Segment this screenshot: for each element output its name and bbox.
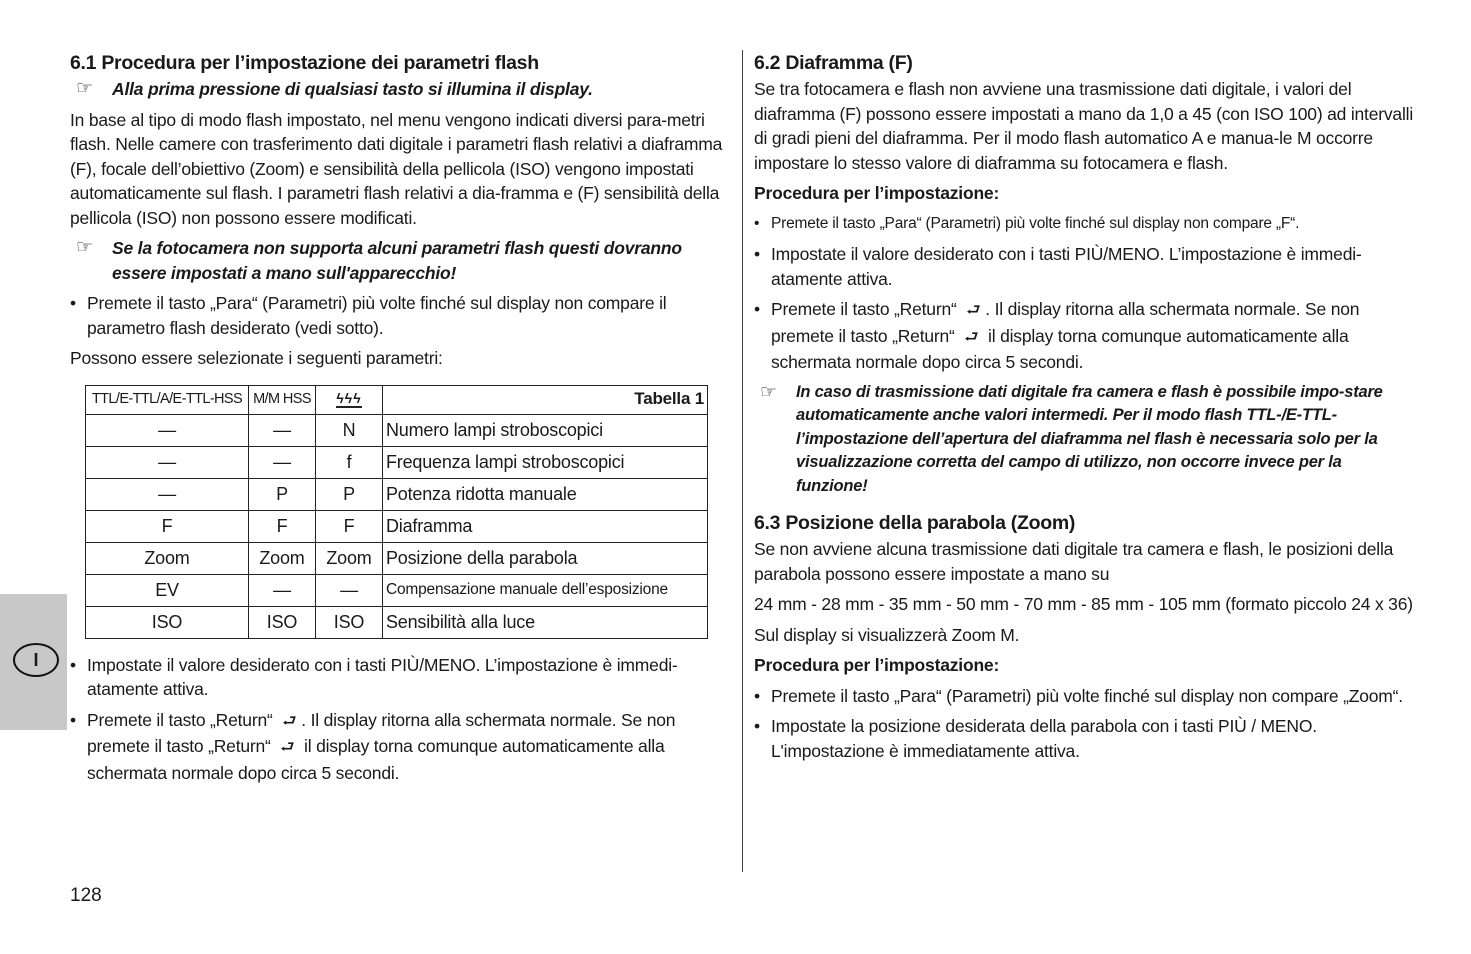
pointing-hand-icon: ☞ [76,78,93,99]
table-cell: f [316,446,383,478]
list-item [70,708,726,786]
right-column [754,50,1417,763]
return-key-icon: ⮐ [280,739,295,756]
table-cell: Zoom [249,542,316,574]
bullet-icon: • [70,293,76,313]
bullet-icon: • [70,654,76,675]
section-heading-6-1: 6.1 Procedura per l’impostazione dei parametri flash [70,52,539,74]
table-row [86,606,708,638]
list-item-text: Impostate la posizione desiderata della parabola con i tasti PIÙ / MENO. L'impostazione è immediatamente attiva. [771,716,1317,761]
table-row [86,414,708,446]
table-header-row [86,385,708,414]
table-row [86,478,708,510]
list-item-text: . Il display ritorna alla schermata normale. Se non premete il tasto „Return“ [771,299,1360,346]
bullet-icon: • [754,716,760,736]
table-cell: — [249,574,316,606]
pointing-hand-icon: ☞ [76,237,93,258]
return-key-icon: ⮐ [282,712,297,730]
parameters-table [85,385,708,639]
table-cell: P [249,478,316,510]
section-heading-6-3: 6.3 Posizione della parabola (Zoom) [754,512,1076,534]
table-cell: Zoom [86,542,249,574]
table-cell: Zoom [316,542,383,574]
table-cell: ISO [316,606,383,638]
table-intro: Possono essere selezionate i seguenti parametri: [70,348,443,368]
display-info: Sul display si visualizzerà Zoom M. [754,624,1020,645]
table-cell: F [316,510,383,542]
bullet-icon: • [754,244,760,264]
list-item-text: Premete il tasto „Para“ (Parametri) più volte finché sul display non compare il parametro flash desiderato (vedi sotto). [87,293,667,338]
list-item-text: Premete il tasto „Para“ (Parametri) più volte finché sul display non compare „Zoom“. [771,685,1403,706]
table-row [86,574,708,606]
list-item-text: Impostate il valore desiderato con i tasti PIÙ/MENO. L’impostazione è immedi-atamente attiva. [771,244,1362,289]
note-manual [70,236,726,285]
list-item [754,684,1417,709]
list-item-text: Premete il tasto „Return“ [771,299,957,319]
table-title: Tabella 1 [383,385,708,414]
section-heading-6-2: 6.2 Diaframma (F) [754,52,913,74]
note-display [70,77,726,102]
note-text: In caso di trasmissione dati digitale fra camera e flash è possibile impo-stare automaticamente anche valori intermedi. Per il modo flash TTL-/E-TTL-l’impostazione dell’apertura del diaframma nel flash è necessaria solo per la visualizzazione corretta del campo di utilizzo, non occorre invece per la funzione! [796,382,1383,495]
pointing-hand-icon: ☞ [760,381,777,403]
table-row [86,542,708,574]
table-cell: — [316,574,383,606]
table-row [86,510,708,542]
table-cell: ISO [249,606,316,638]
table-cell: ISO [86,606,249,638]
language-tab [0,594,67,730]
note-intermediate-values [754,381,1417,499]
bullet-icon: • [70,709,76,730]
table-row [86,446,708,478]
list-item [754,212,1417,237]
list-item [70,653,726,702]
table-cell: Compensazione manuale dell’esposizione [383,574,708,606]
procedure-heading: Procedura per l’impostazione: [754,183,1000,203]
list-item-text: il display torna comunque automaticamente alla schermata normale dopo circa 5 secondi. [771,325,1349,372]
header-manual-modes: M/M HSS [249,385,316,414]
bullet-icon: • [754,299,760,319]
table-cell: Numero lampi stroboscopici [383,414,708,446]
list-item [754,242,1417,291]
table-cell: Posizione della parabola [383,542,708,574]
list-item-text: il display torna comunque automaticamente alla schermata normale dopo circa 5 secondi. [87,736,665,783]
table-cell: N [316,414,383,446]
list-item-text: Impostate il valore desiderato con i tasti PIÙ/MENO. L’impostazione è immedi-atamente attiva. [87,654,678,699]
list-item-text: . Il display ritorna alla schermata normale. Se non premete il tasto „Return“ [87,709,676,756]
table-cell: — [249,414,316,446]
table-cell: — [86,446,249,478]
note-text: Alla prima pressione di qualsiasi tasto si illumina il display. [112,79,593,99]
table-cell: P [316,478,383,510]
table-cell: Sensibilità alla luce [383,606,708,638]
paragraph: In base al tipo di modo flash impostato, nel menu vengono indicati diversi para-metri flash. Nelle camere con trasferimento dati digitale i parametri flash relativi a diaframma (F), focale dell’obiettivo (Zoom) e sensibilità della pellicola (ISO) vengono impostati automaticamente sul flash. I parametri flash relativi a dia-framma e (F) sensibilità della pellicola (ISO) non possono essere modificati. [70,109,723,228]
zoom-values: 24 mm - 28 mm - 35 mm - 50 mm - 70 mm - 85 mm - 105 mm (formato piccolo 24 x 36) [754,594,1413,614]
list-item-text: Premete il tasto „Return“ [87,709,273,730]
header-ttl-modes: TTL/E-TTL/A/E-TTL-HSS [86,385,249,414]
table-cell: Frequenza lampi stroboscopici [383,446,708,478]
table-cell: Potenza ridotta manuale [383,478,708,510]
return-key-icon: ⮐ [966,302,981,319]
list-item-text: Premete il tasto „Para“ (Parametri) più volte finché sul display non compare „F“. [771,214,1300,232]
table-cell: F [249,510,316,542]
page-number: 128 [70,885,102,906]
return-key-icon: ⮐ [964,328,979,346]
stroboscopic-flash-icon: ϟϟϟ [336,390,362,407]
language-tab-label: I [13,643,59,677]
paragraph: Se non avviene alcuna trasmissione dati digitale tra camera e flash, le posizioni della parabola possono essere impostate a mano su [754,539,1394,584]
bullet-icon: • [754,214,760,232]
left-column [70,50,726,785]
list-item [70,291,726,340]
list-item [754,714,1417,763]
table-cell: — [86,478,249,510]
column-divider [742,50,743,872]
bullet-icon: • [754,685,760,706]
table-cell: — [86,414,249,446]
table-cell: F [86,510,249,542]
table-cell: EV [86,574,249,606]
list-item [754,297,1417,375]
table-cell: Diaframma [383,510,708,542]
table-cell: — [249,446,316,478]
paragraph: Se tra fotocamera e flash non avviene una trasmissione dati digitale, i valori del diaframma (F) possono essere impostati a mano da 1,0 a 45 (con ISO 100) ad intervalli di gradi pieni del diaframma. Per il modo flash automatico A e manua-le M occorre impostare lo stesso valore di diaframma su fotocamera e flash. [754,79,1414,173]
header-stroboscopic [316,385,383,414]
procedure-heading: Procedura per l’impostazione: [754,655,1000,675]
note-text: Se la fotocamera non supporta alcuni parametri flash questi dovranno essere impostati a mano sull'apparecchio! [112,238,682,283]
